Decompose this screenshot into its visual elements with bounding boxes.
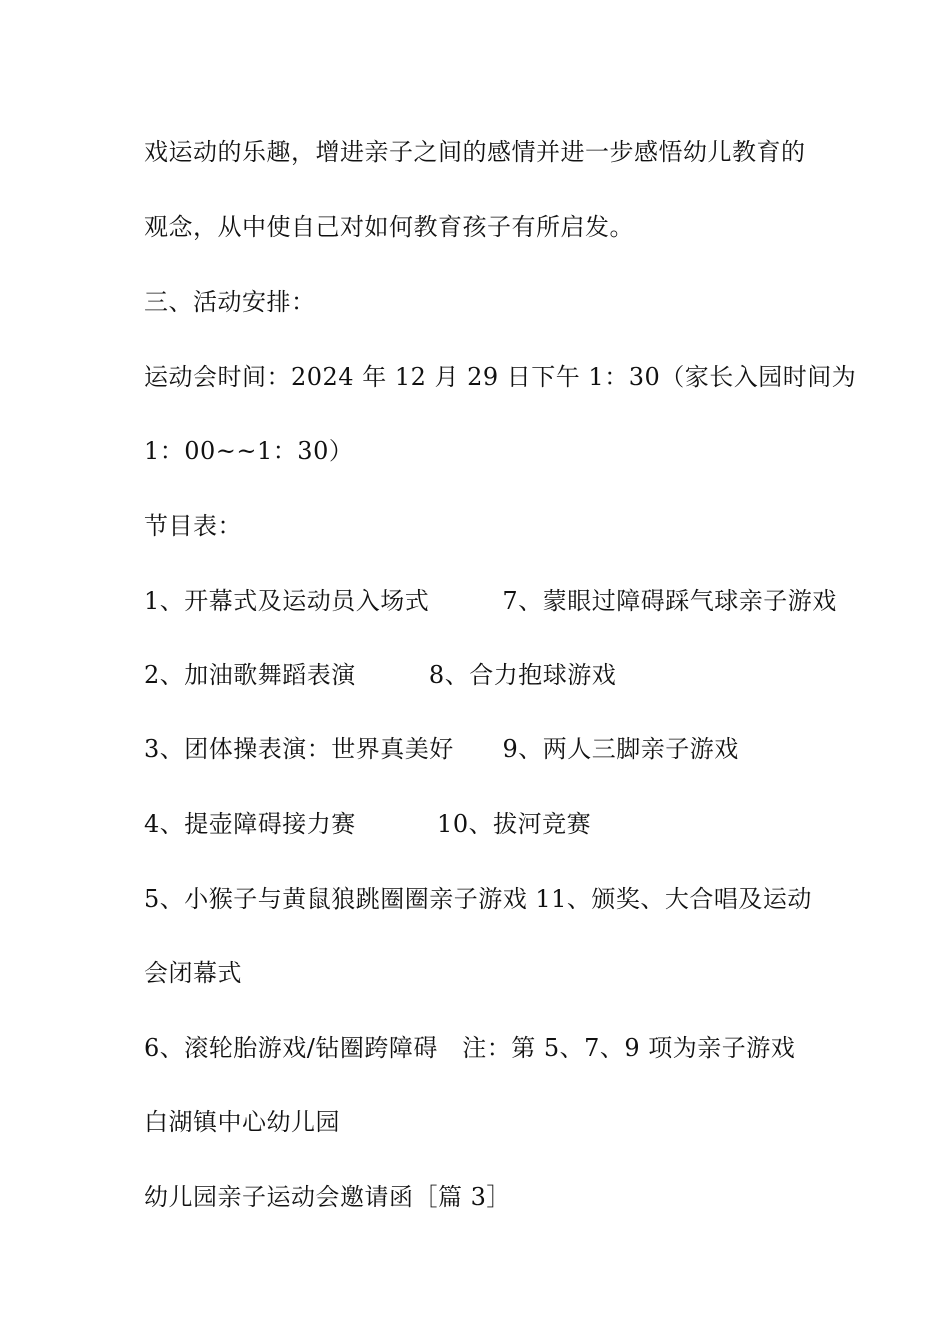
next-section-title: 幼儿园亲子运动会邀请函［篇 3］ <box>144 1183 511 1211</box>
program-row-1: 1、开幕式及运动员入场式 7、蒙眼过障碍踩气球亲子游戏 <box>144 587 837 615</box>
paragraph-line-2: 观念，从中使自己对如何教育孩子有所启发。 <box>144 213 634 241</box>
section-heading-activity-arrangement: 三、活动安排： <box>144 288 316 316</box>
program-row-6: 6、滚轮胎游戏/钻圈跨障碍 注：第 5、7、9 项为亲子游戏 <box>144 1034 796 1062</box>
program-row-3: 3、团体操表演：世界真美好 9、两人三脚亲子游戏 <box>144 735 739 763</box>
program-row-5: 5、小猴子与黄鼠狼跳圈圈亲子游戏 11、颁奖、大合唱及运动 <box>144 885 812 913</box>
event-time-continuation: 1：00~~1：30） <box>144 437 354 465</box>
organizer-name: 白湖镇中心幼儿园 <box>144 1108 340 1136</box>
event-time-line: 运动会时间：2024 年 12 月 29 日下午 1：30（家长入园时间为 <box>144 363 857 391</box>
program-row-2: 2、加油歌舞蹈表演 8、合力抱球游戏 <box>144 661 617 689</box>
program-row-5-continuation: 会闭幕式 <box>144 959 242 987</box>
paragraph-line-1: 戏运动的乐趣，增进亲子之间的感情并进一步感悟幼儿教育的 <box>144 138 806 166</box>
program-row-4: 4、提壶障碍接力赛 10、拔河竞赛 <box>144 810 592 838</box>
program-list-heading: 节目表： <box>144 512 242 540</box>
